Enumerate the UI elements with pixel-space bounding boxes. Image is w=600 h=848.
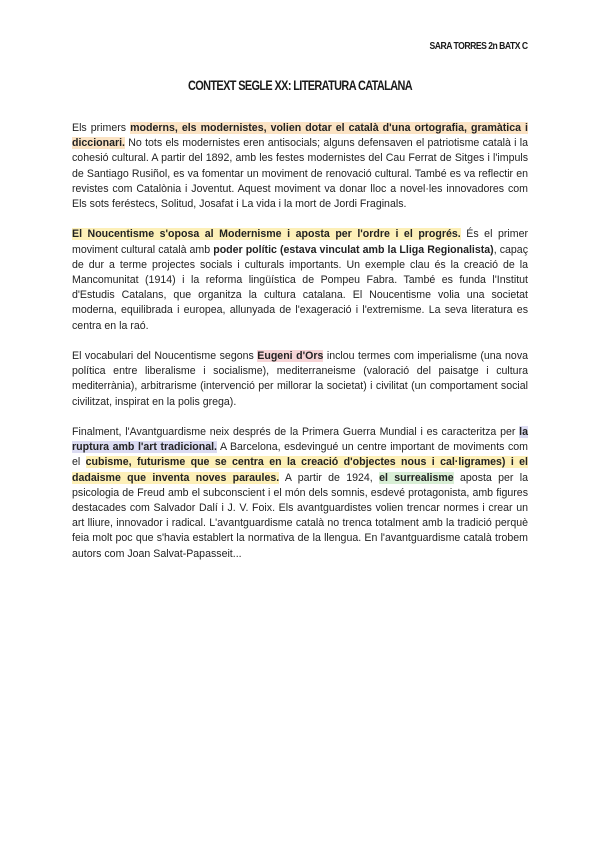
document-body: [72, 121, 528, 577]
highlight-cubisme: cubisme, futurisme que se centra en la creació d'objectes nous i cal·ligrames) i el dadaisme que inventa noves paraules.: [72, 456, 528, 484]
paragraph-modernisme: [72, 121, 528, 212]
text-span: inclou termes com imperialisme (una nova política entre liberalisme i socialisme), mediterraneisme (valoració del paisatge i cultura mediterrània), arbitrarisme (intervenció per millorar la societat) i civilitat (un comportament social civilitzat, inspirat en la polis grega).: [72, 350, 529, 408]
author-header: SARA TORRES 2n BATX C: [429, 40, 528, 52]
text-span: A Barcelona, esdevingué un centre important de moviments com el: [72, 441, 528, 469]
text-span: A partir de 1924,: [279, 471, 380, 484]
page-title: CONTEXT SEGLE XX: LITERATURA CATALANA: [187, 77, 413, 93]
text-span: , capaç de dur a terme projectes socials i culturals importants. Un exemple clau és la creació de la Mancomunitat (1914) i la reforma lingüística de Pompeu Fabra. També es funda l'Institut d'Estudis Catalans, que organitza la cultura catalana. El Noucentisme volia una societat moderna, equilibrada i europea, allunyada de l'exageració i l'extremisme. La seva literatura es centra en la raó.: [72, 243, 528, 332]
text-span: El vocabulari del Noucentisme segons: [72, 350, 258, 363]
highlight-modernistes: moderns, els modernistes, volien dotar el català d'una ortografia, gramàtica i diccionari.: [72, 122, 528, 150]
highlight-noucentisme: El Noucentisme s'oposa al Modernisme i aposta per l'ordre i el progrés.: [72, 228, 461, 241]
highlight-ruptura: la ruptura amb l'art tradicional.: [72, 426, 528, 454]
text-span: No tots els modernistes eren antisocials; alguns defensaven el patriotisme català i la cohesió cultural. A partir del 1892, amb les festes modernistes del Cau Ferrat de Sitges i l'impuls de Santiago Rusiñol, es va fomentar un moviment de renovació cultural. També es va reflectir en revistes com Catalònia i Joventut. Aquest moviment va donar lloc a novel·les innovadores com Els sots feréstecs, Solitud, Josafat i La vida i la mort de Jordi Fraginals.: [72, 137, 528, 211]
text-span: Els primers: [72, 122, 131, 134]
paragraph-vocabulari: [72, 349, 528, 410]
text-span: És el primer moviment cultural català amb: [72, 228, 528, 256]
text-span: Finalment, l'Avantguardisme neix després de la Primera Guerra Mundial i es caracteritza per: [72, 426, 520, 439]
paragraph-noucentisme: [72, 227, 528, 333]
highlight-surrealisme: el surrealisme: [379, 471, 454, 484]
bold-poder-politic: poder polític (estava vinculat amb la Lliga Regionalista): [213, 243, 494, 256]
paragraph-avantguardisme: [72, 425, 528, 562]
highlight-eugeni-dors: Eugeni d'Ors: [257, 350, 324, 363]
text-span: aposta per la psicologia de Freud amb el subconscient i el món dels somnis, esdevé protagonista, amb figures destacades com Salvador Dalí i J. V. Foix. Els avantguardistes volien trencar normes i crear un art lliure, innovador i radical. L'avantguardisme català no trenca totalment amb la tradició perquè feia molt poc que s'havia establert la normativa de la llengua. En l'avantguardisme català trobem autors com Joan Salvat-Papasseit...: [72, 471, 528, 560]
